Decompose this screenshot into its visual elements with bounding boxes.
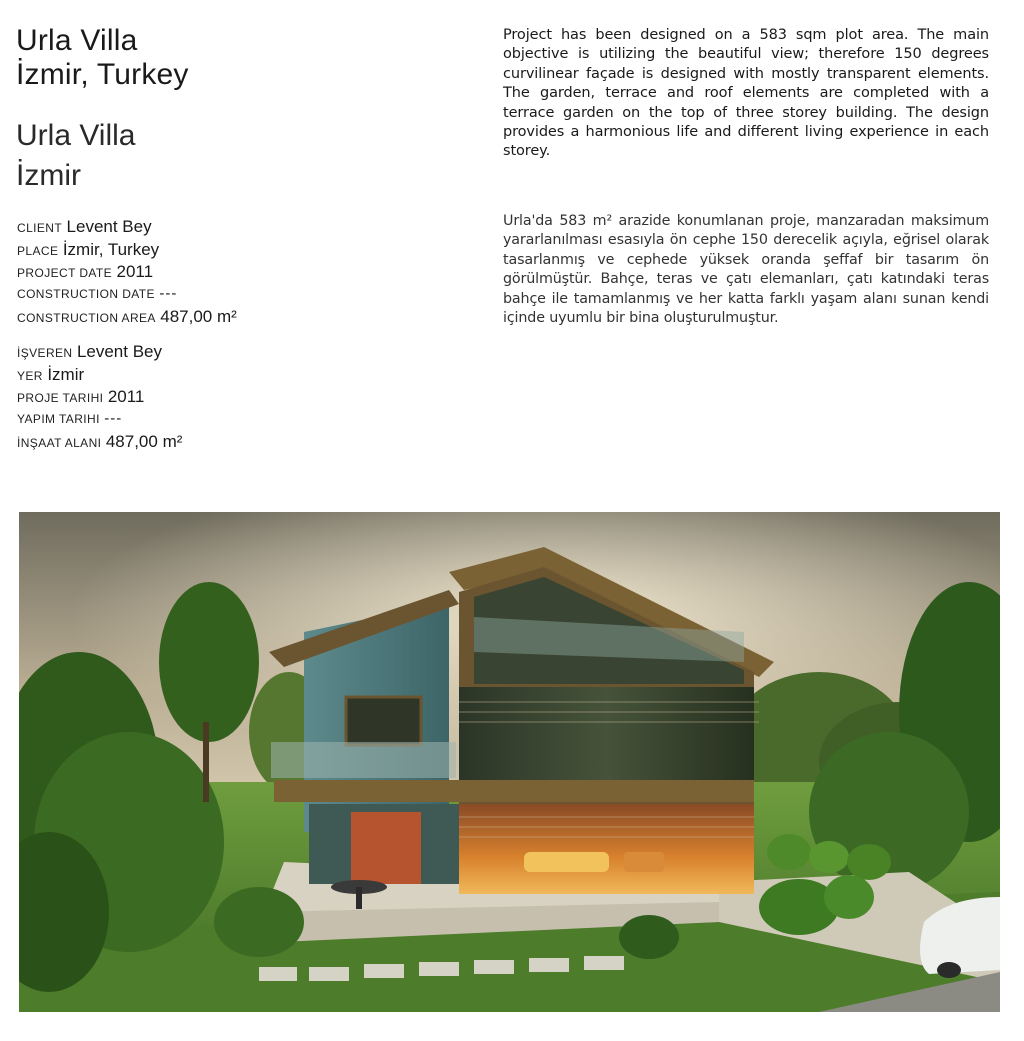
description-english: Project has been designed on a 583 sqm plot area. The main objective is utilizing the beautiful view; therefore 150 degrees curvilinear façade is designed with mostly transparent elements. The garden, terrace and roof elements are completed with a terrace garden on the top of three storey building. The design provides a harmonious life and different living experience in each storey. [503,27,989,160]
info-label: PROJECT DATE [17,266,113,280]
info-value: 487,00 m² [105,432,183,451]
info-value: Levent Bey [66,217,152,236]
info-value: --- [104,409,123,427]
info-label: PROJE TARIHI [17,391,104,405]
info-value: Levent Bey [76,342,162,361]
info-label: CONSTRUCTION AREA [17,311,156,325]
info-label: İŞVEREN [17,346,73,360]
info-label: İNŞAAT ALANI [17,436,102,450]
project-info-tr [17,342,182,455]
info-row-yapim-tarihi [17,410,182,433]
info-value: --- [159,284,178,302]
info-row-construction-area [17,307,237,330]
project-subtitle-name: Urla Villa [16,119,136,152]
info-row-yer [17,365,182,388]
info-value: 2011 [116,262,154,281]
project-subtitle [16,116,136,196]
info-row-insaat-alani [17,432,182,455]
info-value: 487,00 m² [160,307,237,326]
info-label: PLACE [17,243,59,258]
info-row-project-date [17,262,237,285]
project-info-en [17,217,237,330]
info-row-proje-tarihi [17,387,182,410]
info-label: YAPIM TARIHI [17,411,100,426]
project-title [16,24,189,92]
project-title-name: Urla Villa [16,24,138,57]
description-turkish: Urla'da 583 m² arazide konumlanan proje, manzaradan maksimum yararlanılması esasıyla ön cephe 150 derecelik açıyla, eğrisel olarak tasarlanmış ve cephede yüksek oranda şeffaf bir tasarım ön görülmüştür. Bahçe, teras ve çatı elemanları, çatı katındaki teras bahçe ile tamamlanmış ve her katta farklı yaşam alanı sunan kendi içinde uyumlu bir bina oluşturulmuştur. [503,213,989,327]
info-label: CONSTRUCTION DATE [17,286,155,301]
info-row-construction-date [17,285,237,308]
villa-render-image [19,512,1000,1012]
project-subtitle-location: İzmir [16,159,81,192]
info-label: YER [17,368,43,383]
info-row-client [17,217,237,240]
info-row-isveren [17,342,182,365]
info-value: İzmir, Turkey [62,239,160,259]
info-row-place [17,240,237,263]
info-value: İzmir [47,364,85,384]
info-value: 2011 [107,387,145,406]
project-title-location: İzmir, Turkey [16,58,189,91]
info-label: CLIENT [17,221,63,235]
